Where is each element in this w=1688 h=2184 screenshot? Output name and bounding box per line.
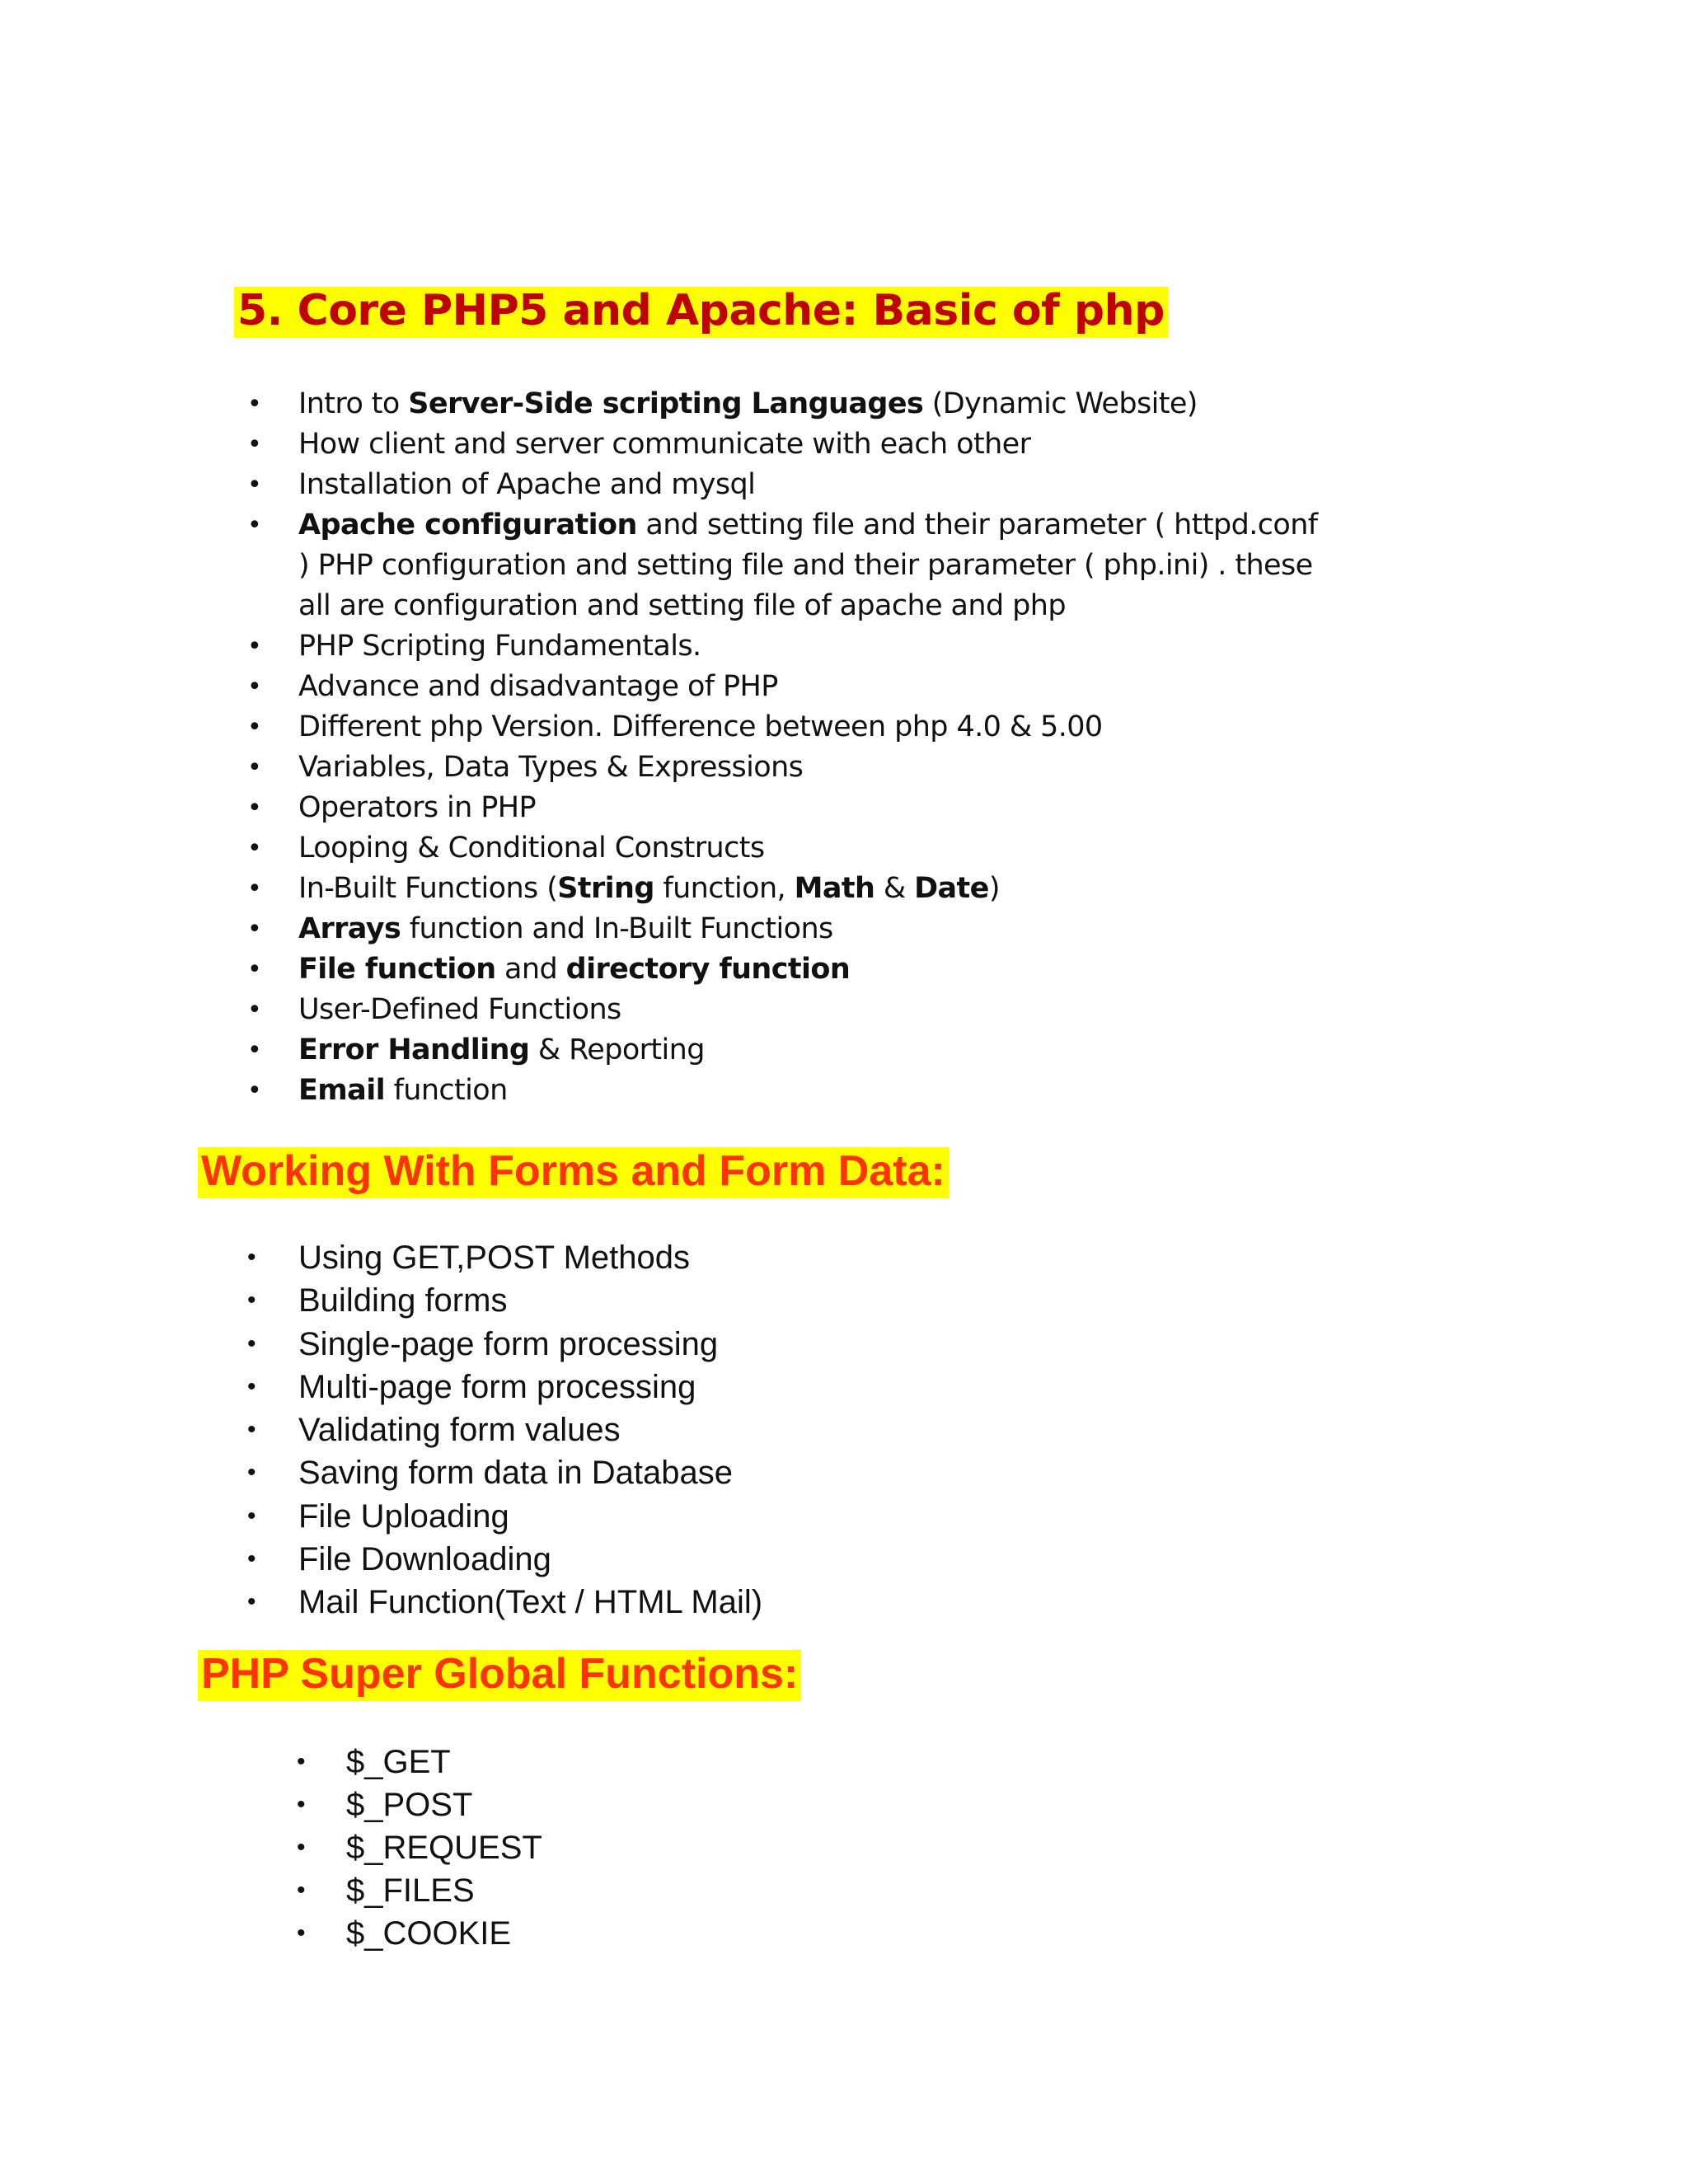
core-php-topic-list [247, 384, 1337, 1111]
forms-topic-list [247, 1236, 763, 1624]
list-item-text: $_GET [346, 1744, 451, 1780]
list-item [247, 1366, 762, 1408]
bullet-icon: • [247, 996, 262, 1024]
bullet-icon: • [247, 430, 262, 459]
bullet-icon: • [247, 1545, 256, 1573]
list-item-text: Building forms [298, 1282, 508, 1319]
list-item-text: ) [988, 872, 1000, 905]
list-item-text: File Downloading [298, 1541, 551, 1578]
list-item-bold-text: Math [794, 872, 875, 905]
list-item [247, 384, 1337, 424]
bullet-icon: • [247, 915, 262, 944]
list-item-text: Saving form data in Database [298, 1455, 733, 1492]
bullet-icon: • [247, 1329, 256, 1357]
list-item-text: Advance and disadvantage of PHP [298, 670, 778, 703]
bullet-icon: • [247, 1588, 256, 1616]
list-item [247, 707, 1337, 748]
list-item [247, 748, 1337, 788]
list-item [247, 1279, 762, 1322]
bullet-icon: • [247, 511, 262, 540]
list-item-text: & Reporting [529, 1033, 705, 1066]
list-item-text: (Dynamic Website) [923, 387, 1198, 420]
list-item [247, 626, 1337, 667]
bullet-icon: • [247, 471, 262, 499]
super-globals-list [297, 1741, 542, 1955]
list-item-bold-text: String [557, 872, 654, 905]
bullet-icon: • [247, 874, 262, 903]
list-item-text: Operators in PHP [298, 791, 536, 824]
list-item [247, 1236, 762, 1279]
bullet-icon: • [297, 1834, 306, 1861]
list-item-text: Variables, Data Types & Expressions [298, 751, 804, 784]
bullet-icon: • [247, 1286, 256, 1315]
list-item-text: function [385, 1074, 508, 1107]
list-item-text: How client and server communicate with each other [298, 428, 1031, 461]
bullet-icon: • [297, 1791, 306, 1818]
list-item-text: function and In-Built Functions [401, 912, 833, 945]
list-item-text: File Uploading [298, 1497, 509, 1535]
list-item-text: Looping & Conditional Constructs [298, 832, 765, 865]
list-item-text: Multi-page form processing [298, 1368, 696, 1405]
list-item [247, 424, 1337, 465]
bullet-icon: • [247, 794, 262, 823]
section-heading-super-globals: PHP Super Global Functions: [198, 1650, 801, 1701]
list-item [247, 1581, 763, 1624]
section-heading-core-php: 5. Core PHP5 and Apache: Basic of php [234, 287, 1168, 338]
bullet-icon: • [247, 1372, 256, 1400]
bullet-icon: • [247, 673, 262, 701]
list-item [247, 1495, 762, 1538]
list-item-text: $_POST [346, 1787, 473, 1823]
list-item-text: Using GET,POST Methods [298, 1240, 690, 1276]
list-item [297, 1783, 542, 1826]
list-item [247, 869, 1337, 909]
section-heading-forms: Working With Forms and Form Data: [198, 1147, 949, 1198]
list-item [247, 949, 1337, 990]
bullet-icon: • [247, 1036, 262, 1065]
list-item-bold-text: Apache configuration [298, 509, 637, 541]
list-item-text: function, [654, 872, 795, 905]
bullet-icon: • [247, 713, 262, 742]
list-item [247, 1323, 762, 1366]
list-item [247, 909, 1337, 949]
bullet-icon: • [247, 753, 262, 782]
bullet-icon: • [247, 1416, 256, 1444]
list-item-text: In-Built Functions ( [298, 872, 558, 905]
list-item-bold-text: Arrays [298, 912, 401, 945]
bullet-icon: • [247, 1076, 262, 1105]
bullet-icon: • [247, 834, 262, 863]
list-item [247, 1408, 762, 1451]
list-item-text: $_FILES [346, 1872, 475, 1909]
list-item [297, 1826, 542, 1869]
list-item-text: & [874, 872, 915, 905]
list-item-text: $_REQUEST [346, 1830, 542, 1866]
list-item-text: Single-page form processing [298, 1325, 719, 1362]
list-item-bold-text: Email [298, 1074, 385, 1107]
list-item-text: Different php Version. Difference between php 4.0 & 5.00 [298, 710, 1103, 743]
list-item [247, 788, 1337, 828]
bullet-icon: • [247, 1459, 256, 1487]
list-item [247, 1030, 1337, 1071]
list-item [247, 1451, 762, 1494]
list-item-text: and setting file and their parameter ( httpd.conf ) PHP configuration and setting file and their parameter ( php.ini) . these all are configuration and setting file of apache and php [298, 509, 1318, 622]
list-item [247, 990, 1337, 1030]
list-item [297, 1912, 542, 1955]
list-item [247, 1538, 762, 1581]
list-item [247, 505, 1337, 626]
list-item [297, 1869, 542, 1912]
list-item-text: Intro to [298, 387, 409, 420]
list-item [247, 828, 1337, 869]
bullet-icon: • [247, 1244, 256, 1271]
list-item-text: User-Defined Functions [298, 993, 621, 1026]
list-item-bold-text: Error Handling [298, 1033, 530, 1066]
list-item-bold-text: Server-Side scripting Languages [408, 387, 924, 420]
bullet-icon: • [247, 1502, 256, 1530]
list-item [247, 1071, 1337, 1111]
list-item-bold-text: directory function [565, 953, 851, 986]
list-item-bold-text: File function [298, 953, 496, 986]
bullet-icon: • [297, 1919, 306, 1947]
list-item-text: Mail Function(Text / HTML Mail) [298, 1584, 763, 1621]
list-item-text: Installation of Apache and mysql [298, 468, 756, 501]
bullet-icon: • [297, 1877, 306, 1904]
list-item-bold-text: Date [914, 872, 989, 905]
bullet-icon: • [247, 632, 262, 661]
list-item [247, 667, 1337, 707]
list-item-text: Validating form values [298, 1412, 621, 1449]
bullet-icon: • [247, 955, 262, 984]
list-item-text: and [495, 953, 566, 986]
list-item-text: $_COOKIE [346, 1915, 512, 1952]
list-item-text: PHP Scripting Fundamentals. [298, 630, 701, 663]
bullet-icon: • [247, 390, 262, 419]
list-item [297, 1741, 542, 1783]
bullet-icon: • [297, 1748, 306, 1775]
list-item [247, 465, 1337, 505]
